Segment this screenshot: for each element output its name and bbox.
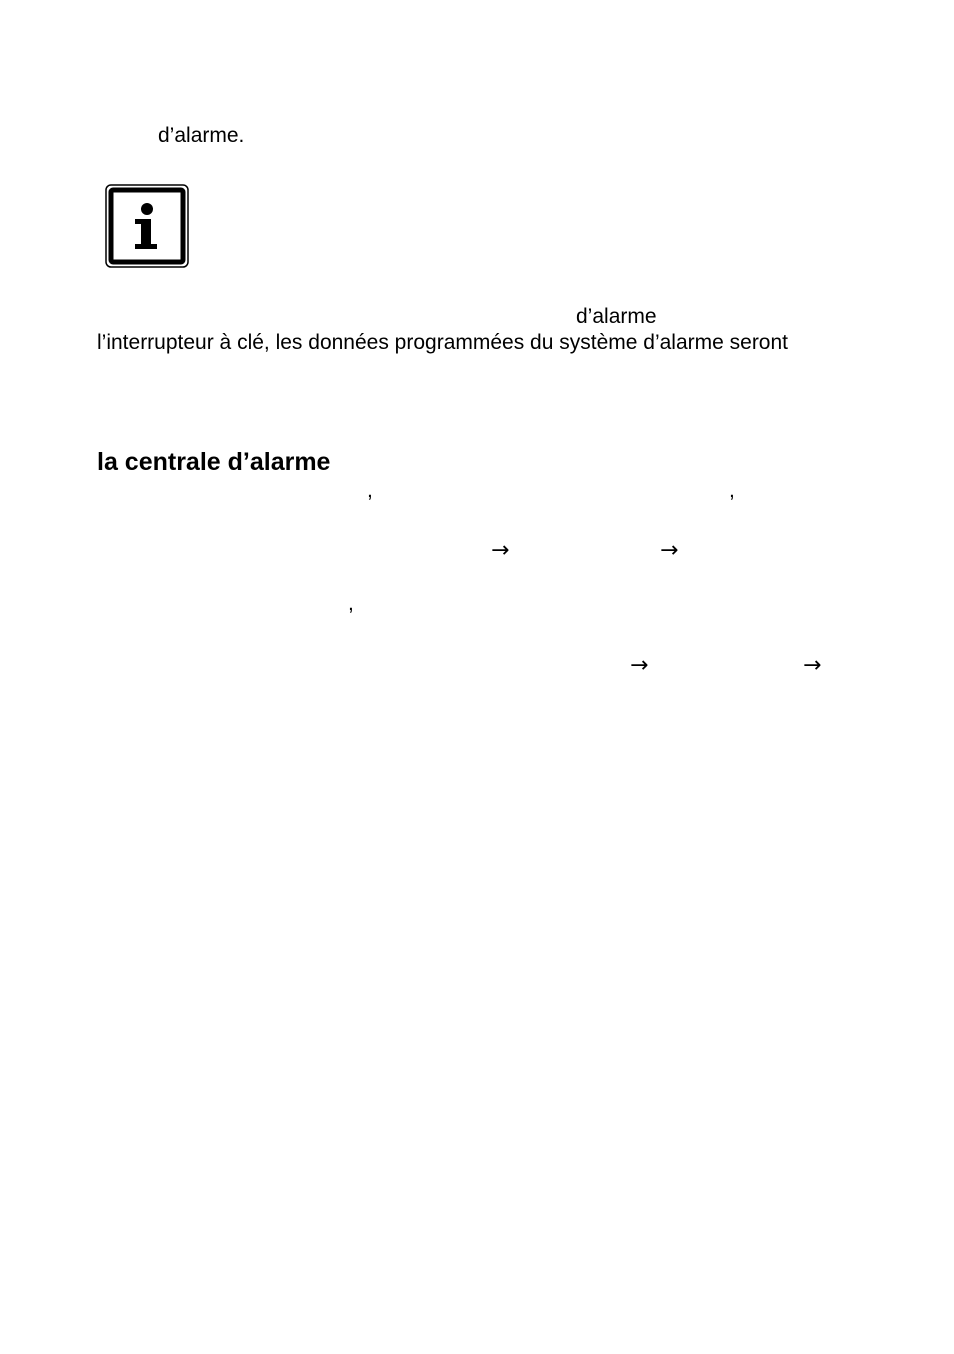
arrow-right-icon: →	[491, 538, 510, 563]
comma-mark: ,	[729, 479, 735, 502]
comma-mark: ,	[348, 592, 354, 615]
note-text-line-1: d’alarme	[576, 305, 657, 328]
arrow-right-icon: →	[630, 653, 649, 678]
arrow-right-icon: →	[660, 538, 679, 563]
arrow-right-icon: →	[803, 653, 822, 678]
note-text-line-2: l’interrupteur à clé, les données programmées du système d’alarme seront	[97, 331, 789, 354]
comma-mark: ,	[367, 479, 373, 502]
paragraph-text: d’alarme.	[158, 124, 245, 147]
info-icon	[105, 184, 189, 268]
section-heading: la centrale d’alarme	[97, 448, 331, 476]
